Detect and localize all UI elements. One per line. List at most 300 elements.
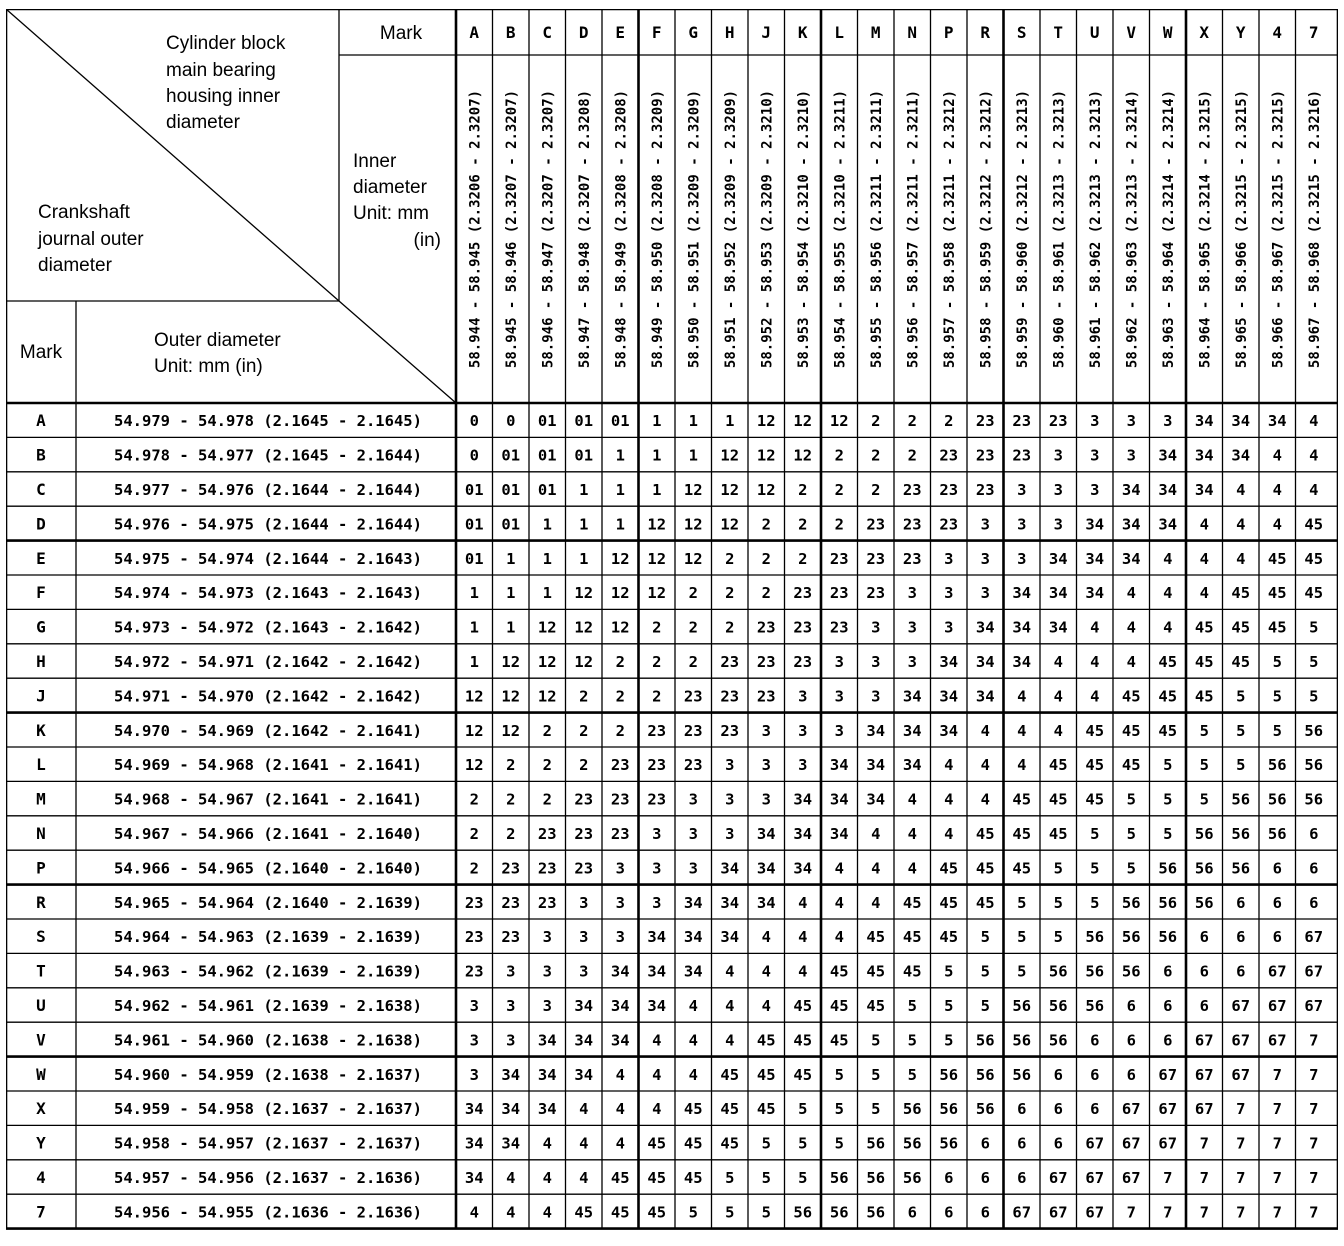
row-mark: C: [36, 480, 46, 499]
crank-label-line-2: journal outer: [38, 229, 144, 250]
bearing-grade-cell: 34: [1121, 481, 1141, 499]
bearing-grade-cell: 45: [647, 1134, 667, 1153]
bearing-grade-cell: 12: [756, 446, 776, 465]
bearing-grade-cell: 2: [506, 790, 516, 809]
bearing-grade-cell: 6: [944, 1203, 954, 1222]
bearing-grade-cell: 2: [871, 481, 881, 499]
bearing-grade-cell: 4: [761, 962, 771, 981]
bearing-grade-cell: 3: [761, 721, 771, 740]
bearing-grade-cell: 6: [1309, 825, 1319, 843]
bearing-grade-cell: 3: [579, 928, 589, 947]
bearing-grade-cell: 3: [871, 653, 881, 671]
bearing-grade-cell: 45: [1267, 618, 1287, 637]
bearing-grade-cell: 4: [542, 1169, 552, 1187]
column-mark: U: [1089, 23, 1100, 42]
bearing-grade-cell: 56: [1267, 756, 1287, 775]
bearing-grade-cell: 34: [1012, 618, 1032, 637]
bearing-grade-cell: 45: [1194, 687, 1214, 706]
column-inner-diameter-range: 58.945 - 58.946 (2.3207 - 2.3207): [503, 89, 520, 369]
bearing-grade-cell: 4: [1126, 584, 1136, 603]
bearing-grade-cell: 7: [1272, 1100, 1282, 1119]
bearing-grade-cell: 12: [537, 653, 557, 671]
bearing-grade-cell: 2: [725, 549, 735, 568]
bearing-grade-cell: 56: [975, 1065, 995, 1084]
bearing-grade-cell: 45: [1085, 721, 1105, 740]
bearing-grade-cell: 5: [1090, 893, 1100, 912]
row-outer-diameter: 54.956 - 54.955 (2.1636 - 2.1636): [114, 1203, 422, 1222]
bearing-grade-cell: 45: [939, 893, 959, 912]
table-row: [36, 618, 1318, 637]
bearing-grade-cell: 3: [688, 825, 698, 843]
bearing-grade-cell: 67: [1194, 1031, 1214, 1050]
bearing-grade-cell: 45: [1267, 584, 1287, 603]
bearing-grade-cell: 23: [574, 825, 594, 843]
bearing-grade-cell: 5: [980, 962, 990, 981]
bearing-grade-cell: 4: [980, 721, 990, 740]
bearing-grade-cell: 7: [1199, 1203, 1209, 1222]
bearing-grade-cell: 3: [615, 893, 625, 912]
bearing-grade-cell: 67: [1158, 1100, 1178, 1119]
bearing-grade-cell: 3: [579, 893, 589, 912]
bearing-grade-cell: 4: [761, 928, 771, 947]
bearing-grade-cell: 5: [761, 1169, 771, 1187]
bearing-grade-cell: 5: [1199, 721, 1209, 740]
bearing-grade-cell: 5: [1272, 687, 1282, 706]
bearing-selection-table: [6, 9, 1338, 1231]
bearing-grade-cell: 2: [798, 481, 808, 499]
bearing-grade-cell: 45: [1121, 687, 1141, 706]
bearing-grade-cell: 1: [542, 549, 552, 568]
bearing-grade-cell: 3: [1126, 412, 1136, 431]
outer-diameter-line-2: Unit: mm (in): [154, 356, 263, 377]
bearing-grade-cell: 3: [834, 721, 844, 740]
bearing-grade-cell: 45: [1304, 584, 1324, 603]
bearing-grade-cell: 67: [1231, 997, 1251, 1015]
bearing-grade-cell: 6: [1199, 962, 1209, 981]
bearing-grade-cell: 2: [506, 825, 516, 843]
bearing-grade-cell: 12: [537, 687, 557, 706]
bearing-grade-cell: 2: [871, 446, 881, 465]
bearing-grade-cell: 23: [647, 721, 667, 740]
table-row: [36, 962, 1323, 981]
bearing-grade-cell: 34: [501, 1134, 521, 1153]
bearing-grade-cell: 5: [1309, 653, 1319, 671]
bearing-grade-cell: 4: [506, 1169, 516, 1187]
table-row: [36, 1099, 1318, 1118]
bearing-grade-cell: 5: [907, 997, 917, 1015]
bearing-grade-cell: 4: [542, 1203, 552, 1222]
row-mark: A: [36, 411, 46, 431]
table-row: [36, 755, 1323, 774]
bearing-grade-cell: 5: [980, 928, 990, 947]
bearing-grade-cell: 3: [469, 1031, 479, 1050]
bearing-grade-cell: 56: [902, 1169, 922, 1187]
bearing-grade-cell: 45: [939, 928, 959, 947]
bearing-grade-cell: 12: [720, 481, 740, 499]
bearing-grade-cell: 4: [1199, 549, 1209, 568]
bearing-grade-cell: 56: [1085, 928, 1105, 947]
bearing-grade-cell: 34: [1085, 584, 1105, 603]
bearing-grade-cell: 5: [761, 1134, 771, 1153]
bearing-grade-cell: 2: [579, 687, 589, 706]
bearing-grade-cell: 56: [1304, 790, 1324, 809]
bearing-grade-cell: 56: [1121, 893, 1141, 912]
bearing-grade-cell: 23: [464, 962, 484, 981]
bearing-grade-cell: 5: [688, 1203, 698, 1222]
bearing-grade-cell: 5: [907, 1065, 917, 1084]
bearing-grade-cell: 4: [1236, 515, 1246, 534]
inner-diameter-line-3: Unit: mm: [353, 203, 429, 224]
bearing-grade-cell: 4: [652, 1065, 662, 1084]
bearing-grade-cell: 12: [793, 446, 813, 465]
bearing-grade-cell: 12: [537, 618, 557, 637]
bearing-grade-cell: 6: [1090, 1031, 1100, 1050]
bearing-grade-cell: 4: [469, 1203, 479, 1222]
bearing-grade-cell: 34: [866, 790, 886, 809]
bearing-grade-cell: 7: [1199, 1134, 1209, 1153]
bearing-grade-cell: 1: [688, 446, 698, 465]
bearing-grade-cell: 3: [907, 618, 917, 637]
crank-label-line-3: diameter: [38, 255, 112, 276]
bearing-grade-cell: 34: [720, 893, 740, 912]
row-mark: W: [36, 1064, 46, 1084]
bearing-grade-cell: 5: [944, 1031, 954, 1050]
bearing-grade-cell: 5: [834, 1100, 844, 1119]
column-inner-diameter-range: 58.947 - 58.948 (2.3207 - 2.3208): [576, 89, 593, 369]
bearing-grade-cell: 12: [756, 412, 776, 431]
bearing-grade-cell: 3: [506, 997, 516, 1015]
column-inner-diameter-range: 58.956 - 58.957 (2.3211 - 2.3211): [905, 89, 922, 369]
bearing-grade-cell: 6: [907, 1203, 917, 1222]
bearing-grade-cell: 3: [944, 549, 954, 568]
bearing-grade-cell: 23: [829, 618, 849, 637]
bearing-grade-cell: 3: [1017, 549, 1027, 568]
bearing-grade-cell: 5: [1199, 756, 1209, 775]
bearing-grade-cell: 1: [652, 446, 662, 465]
bearing-grade-cell: 6: [1090, 1100, 1100, 1119]
table-row: [36, 1065, 1318, 1084]
bearing-grade-cell: 4: [1272, 446, 1282, 465]
bearing-grade-cell: 34: [720, 928, 740, 947]
bearing-grade-cell: 34: [610, 962, 630, 981]
bearing-grade-cell: 4: [1272, 481, 1282, 499]
bearing-grade-cell: 23: [793, 584, 813, 603]
table-row: [36, 446, 1318, 465]
bearing-grade-cell: 3: [725, 790, 735, 809]
bearing-grade-cell: 3: [1017, 481, 1027, 499]
bearing-grade-cell: 3: [1090, 446, 1100, 465]
bearing-grade-cell: 34: [1158, 515, 1178, 534]
bearing-grade-cell: 23: [829, 584, 849, 603]
bearing-grade-cell: 34: [902, 756, 922, 775]
bearing-grade-cell: 4: [725, 997, 735, 1015]
bearing-grade-cell: 5: [871, 1065, 881, 1084]
bearing-grade-cell: 12: [793, 412, 813, 431]
bearing-grade-cell: 67: [1158, 1134, 1178, 1153]
column-mark: F: [651, 23, 662, 42]
bearing-grade-cell: 3: [834, 653, 844, 671]
bearing-grade-cell: 01: [464, 481, 484, 499]
row-outer-diameter: 54.963 - 54.962 (2.1639 - 2.1639): [114, 962, 422, 981]
column-inner-diameter-range: 58.950 - 58.951 (2.3209 - 2.3209): [686, 89, 703, 369]
bearing-grade-cell: 5: [1272, 721, 1282, 740]
row-mark: B: [36, 445, 46, 465]
table-row: [36, 996, 1323, 1015]
bearing-grade-cell: 12: [683, 549, 703, 568]
bearing-grade-cell: 4: [871, 825, 881, 843]
bearing-grade-cell: 45: [720, 1134, 740, 1153]
bearing-grade-cell: 3: [944, 584, 954, 603]
bearing-grade-cell: 3: [798, 687, 808, 706]
bearing-grade-cell: 3: [506, 1031, 516, 1050]
bearing-grade-cell: 45: [720, 1100, 740, 1119]
row-mark: U: [36, 996, 46, 1015]
bearing-grade-cell: 01: [501, 446, 521, 465]
bearing-grade-cell: 45: [1012, 825, 1032, 843]
bearing-grade-cell: 67: [1267, 997, 1287, 1015]
bearing-grade-cell: 5: [1017, 928, 1027, 947]
bearing-grade-cell: 2: [469, 790, 479, 809]
bearing-grade-cell: 4: [1236, 549, 1246, 568]
column-mark: P: [943, 23, 954, 42]
bearing-grade-cell: 5: [1053, 893, 1063, 912]
bearing-grade-cell: 1: [615, 515, 625, 534]
bearing-grade-cell: 4: [1163, 618, 1173, 637]
column-mark: T: [1053, 23, 1064, 42]
bearing-grade-cell: 0: [469, 446, 479, 465]
bearing-grade-cell: 4: [615, 1134, 625, 1153]
bearing-grade-cell: 3: [652, 859, 662, 878]
bearing-grade-cell: 3: [980, 584, 990, 603]
bearing-grade-cell: 34: [902, 721, 922, 740]
bearing-grade-cell: 5: [944, 962, 954, 981]
bearing-grade-cell: 23: [720, 721, 740, 740]
bearing-grade-cell: 4: [1272, 515, 1282, 534]
bearing-grade-cell: 3: [761, 790, 771, 809]
bearing-grade-cell: 45: [1158, 687, 1178, 706]
column-mark: E: [615, 23, 626, 42]
bearing-grade-cell: 5: [761, 1203, 771, 1222]
bearing-grade-cell: 1: [506, 584, 516, 603]
table-row: [36, 893, 1318, 912]
bearing-grade-cell: 4: [725, 1031, 735, 1050]
bearing-grade-cell: 23: [1012, 446, 1032, 465]
row-mark: V: [36, 1030, 46, 1050]
row-outer-diameter: 54.979 - 54.978 (2.1645 - 2.1645): [114, 412, 422, 431]
row-outer-diameter: 54.978 - 54.977 (2.1645 - 2.1644): [114, 446, 422, 465]
bearing-grade-cell: 12: [610, 618, 630, 637]
bearing-grade-cell: 5: [1163, 825, 1173, 843]
bearing-grade-cell: 1: [615, 481, 625, 499]
column-inner-diameter-range: 58.948 - 58.949 (2.3208 - 2.3208): [613, 89, 630, 369]
bearing-grade-cell: 5: [871, 1031, 881, 1050]
bearing-grade-cell: 56: [829, 1203, 849, 1222]
bearing-grade-cell: 34: [1121, 549, 1141, 568]
bearing-grade-cell: 56: [1194, 825, 1214, 843]
bearing-grade-cell: 5: [1090, 825, 1100, 843]
bearing-grade-cell: 3: [506, 962, 516, 981]
bearing-grade-cell: 67: [1121, 1100, 1141, 1119]
bearing-grade-cell: 34: [902, 687, 922, 706]
table-row: [36, 1030, 1318, 1049]
bearing-grade-cell: 3: [980, 515, 990, 534]
row-outer-diameter: 54.962 - 54.961 (2.1639 - 2.1638): [114, 997, 422, 1015]
bearing-grade-cell: 67: [1231, 1065, 1251, 1084]
bearing-grade-cell: 2: [871, 412, 881, 431]
bearing-grade-cell: 6: [1199, 997, 1209, 1015]
bearing-grade-cell: 2: [506, 756, 516, 775]
bearing-grade-cell: 5: [1272, 653, 1282, 671]
bearing-grade-cell: 2: [907, 412, 917, 431]
bearing-grade-cell: 3: [469, 997, 479, 1015]
bearing-grade-cell: 3: [579, 962, 589, 981]
column-inner-diameter-range: 58.960 - 58.961 (2.3213 - 2.3213): [1051, 89, 1068, 369]
column-mark: D: [578, 23, 589, 42]
bearing-grade-cell: 2: [579, 756, 589, 775]
bearing-grade-cell: 12: [610, 549, 630, 568]
bearing-grade-cell: 1: [469, 653, 479, 671]
row-mark: T: [36, 961, 46, 981]
bearing-grade-cell: 56: [939, 1065, 959, 1084]
bearing-grade-cell: 6: [1017, 1134, 1027, 1153]
bearing-grade-cell: 1: [506, 618, 516, 637]
row-outer-diameter: 54.958 - 54.957 (2.1637 - 2.1637): [114, 1134, 422, 1153]
column-mark: G: [688, 23, 699, 42]
bearing-grade-cell: 7: [1309, 1169, 1319, 1187]
bearing-grade-cell: 7: [1309, 1065, 1319, 1084]
bearing-grade-cell: 5: [798, 1100, 808, 1119]
row-outer-diameter: 54.966 - 54.965 (2.1640 - 2.1640): [114, 859, 422, 878]
bearing-grade-cell: 1: [579, 481, 589, 499]
bearing-grade-cell: 3: [725, 825, 735, 843]
bearing-grade-cell: 45: [1085, 756, 1105, 775]
row-outer-diameter: 54.957 - 54.956 (2.1637 - 2.1636): [114, 1169, 422, 1187]
bearing-grade-cell: 01: [610, 412, 630, 431]
bearing-grade-cell: 12: [464, 687, 484, 706]
bearing-grade-cell: 45: [793, 1065, 813, 1084]
bearing-grade-cell: 2: [907, 446, 917, 465]
bearing-grade-cell: 56: [1012, 997, 1032, 1015]
bearing-grade-cell: 45: [1121, 756, 1141, 775]
bearing-grade-cell: 5: [798, 1169, 808, 1187]
bearing-grade-cell: 45: [939, 859, 959, 878]
bearing-grade-cell: 56: [939, 1134, 959, 1153]
bearing-grade-cell: 2: [688, 584, 698, 603]
bearing-grade-cell: 34: [1085, 549, 1105, 568]
bearing-grade-cell: 4: [652, 1100, 662, 1119]
bearing-grade-cell: 01: [501, 481, 521, 499]
bearing-grade-cell: 45: [647, 1203, 667, 1222]
bearing-grade-cell: 7: [1272, 1065, 1282, 1084]
bearing-grade-cell: 34: [647, 962, 667, 981]
row-outer-diameter: 54.970 - 54.969 (2.1642 - 2.1641): [114, 721, 422, 740]
bearing-grade-cell: 56: [902, 1134, 922, 1153]
bearing-grade-cell: 5: [1053, 928, 1063, 947]
bearing-grade-cell: 67: [1194, 1100, 1214, 1119]
column-inner-diameter-range: 58.955 - 58.956 (2.3211 - 2.3211): [868, 89, 885, 369]
bearing-grade-cell: 23: [866, 549, 886, 568]
bearing-grade-cell: 6: [1126, 1031, 1136, 1050]
column-mark: 7: [1308, 23, 1319, 42]
bearing-grade-cell: 45: [1304, 549, 1324, 568]
bearing-grade-cell: 6: [1017, 1100, 1027, 1119]
table-row: [36, 1134, 1318, 1153]
bearing-grade-cell: 45: [1194, 653, 1214, 671]
bearing-grade-cell: 3: [798, 721, 808, 740]
bearing-grade-cell: 4: [798, 893, 808, 912]
bearing-grade-cell: 7: [1163, 1203, 1173, 1222]
bearing-grade-cell: 6: [1236, 928, 1246, 947]
table-row: [36, 652, 1318, 671]
column-mark: V: [1126, 23, 1137, 42]
bearing-grade-cell: 3: [652, 825, 662, 843]
bearing-grade-cell: 2: [761, 515, 771, 534]
bearing-grade-cell: 23: [501, 859, 521, 878]
column-headers: [467, 23, 1323, 368]
bearing-grade-cell: 34: [464, 1100, 484, 1119]
bearing-grade-cell: 5: [725, 1169, 735, 1187]
block-label-line-3: housing inner: [166, 86, 281, 107]
bearing-grade-cell: 67: [1048, 1169, 1068, 1187]
bearing-grade-cell: 4: [506, 1203, 516, 1222]
bearing-grade-cell: 45: [1048, 790, 1068, 809]
bearing-grade-cell: 67: [1121, 1169, 1141, 1187]
bearing-grade-cell: 23: [756, 618, 776, 637]
bearing-grade-cell: 56: [1194, 859, 1214, 878]
bearing-grade-cell: 34: [1012, 584, 1032, 603]
bearing-grade-cell: 34: [1158, 446, 1178, 465]
bearing-grade-cell: 45: [866, 997, 886, 1015]
bearing-grade-cell: 1: [469, 584, 479, 603]
column-inner-diameter-range: 58.944 - 58.945 (2.3206 - 2.3207): [467, 89, 484, 369]
bearing-grade-cell: 2: [834, 515, 844, 534]
bearing-grade-cell: 12: [464, 756, 484, 775]
row-mark: X: [36, 1099, 46, 1119]
bearing-grade-cell: 45: [1231, 584, 1251, 603]
bearing-grade-cell: 23: [1012, 412, 1032, 431]
bearing-grade-cell: 5: [1126, 859, 1136, 878]
bearing-grade-cell: 56: [1048, 1031, 1068, 1050]
bearing-grade-cell: 6: [1017, 1169, 1027, 1187]
bearing-grade-cell: 56: [1012, 1065, 1032, 1084]
bearing-grade-cell: 7: [1126, 1203, 1136, 1222]
bearing-grade-cell: 12: [574, 653, 594, 671]
bearing-grade-cell: 4: [871, 893, 881, 912]
bearing-grade-cell: 34: [829, 790, 849, 809]
bearing-grade-cell: 3: [1053, 515, 1063, 534]
bearing-grade-cell: 3: [980, 549, 990, 568]
row-outer-diameter: 54.967 - 54.966 (2.1641 - 2.1640): [114, 825, 422, 843]
table-row: [36, 858, 1318, 877]
bearing-grade-cell: 2: [615, 721, 625, 740]
bearing-grade-cell: 4: [980, 756, 990, 775]
bearing-grade-cell: 45: [902, 962, 922, 981]
bearing-grade-cell: 45: [1012, 790, 1032, 809]
bearing-grade-cell: 7: [1236, 1134, 1246, 1153]
row-mark: K: [36, 720, 46, 740]
bearing-grade-cell: 1: [579, 549, 589, 568]
bearing-grade-cell: 2: [469, 825, 479, 843]
bearing-grade-cell: 5: [834, 1065, 844, 1084]
bearing-grade-cell: 34: [793, 859, 813, 878]
bearing-grade-cell: 7: [1309, 1203, 1319, 1222]
bearing-grade-cell: 45: [975, 893, 995, 912]
bearing-grade-cell: 67: [1085, 1134, 1105, 1153]
bearing-grade-cell: 4: [1126, 618, 1136, 637]
bearing-grade-cell: 45: [1158, 653, 1178, 671]
bearing-grade-cell: 6: [980, 1169, 990, 1187]
row-mark: 7: [36, 1202, 46, 1222]
